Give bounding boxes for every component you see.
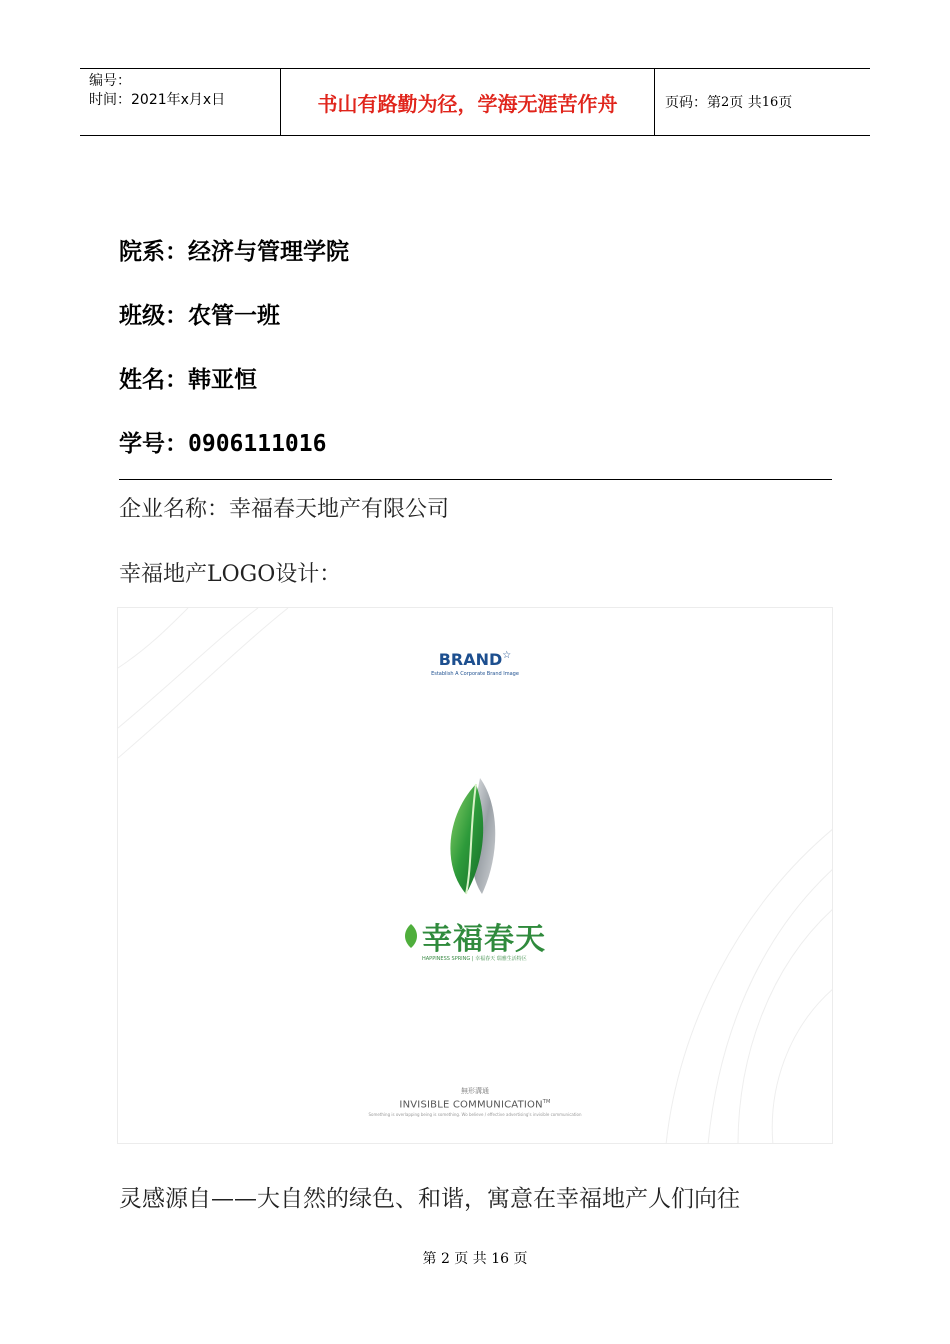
student-id-label: 学号： [119, 431, 188, 457]
department-line: 院系：经济与管理学院 [119, 239, 349, 265]
chinese-brand-subline: HAPPINESS SPRING | 幸福春天 瑞雅生活特区 [422, 956, 527, 962]
name-line: 姓名：韩亚恒 [119, 367, 257, 393]
invisible-communication-mark [118, 1086, 832, 1117]
page-middle: 页 共 [729, 95, 762, 111]
serial-label: 编号： [89, 73, 131, 89]
star-icon: ☆ [502, 650, 512, 661]
invisible-fine-print: Something is overlapping being is something. Wo believe / effective advertising's invisible communication [368, 1112, 582, 1118]
student-id-value: 0906111016 [188, 431, 327, 457]
company-name-line: 企业名称：幸福春天地产有限公司 [119, 497, 450, 522]
header-motto: 书山有路勤为径，学海无涯苦作舟 [281, 69, 655, 135]
header-meta-cell [80, 69, 281, 135]
invisible-cn: 無形溝通 [461, 1087, 489, 1095]
logo-design-image [117, 607, 833, 1144]
leaf-logo-icon [442, 776, 502, 898]
trademark-mark: TM [542, 1099, 551, 1105]
section-divider [119, 479, 832, 480]
page-total: 16 [761, 94, 779, 110]
header-page-info [655, 69, 870, 135]
chinese-brand-name: 幸福春天 [422, 922, 546, 957]
page-prefix: 页码：第 [665, 95, 721, 111]
brand-tagline: Establish A Corporate Brand Image [431, 671, 519, 677]
invisible-en: INVISIBLE COMMUNICATION [399, 1099, 543, 1111]
time-label: 时间：2021年x月x日 [89, 92, 226, 108]
page-suffix: 页 [778, 95, 793, 111]
page-current: 2 [721, 94, 730, 110]
invisible-en-row [118, 1099, 832, 1110]
chinese-logotype [402, 914, 546, 958]
logo-design-heading: 幸福地产LOGO设计： [119, 562, 342, 587]
small-leaf-icon [402, 923, 420, 949]
document-header [80, 68, 870, 136]
student-id-line [119, 425, 326, 458]
brand-mark [118, 650, 832, 677]
inspiration-line: 灵感源自——大自然的绿色、和谐，寓意在幸福地产人们向往 [119, 1186, 740, 1212]
class-line: 班级：农管一班 [119, 303, 280, 329]
page-footer: 第 2 页 共 16 页 [422, 1251, 528, 1267]
brand-word: BRAND [438, 650, 503, 669]
